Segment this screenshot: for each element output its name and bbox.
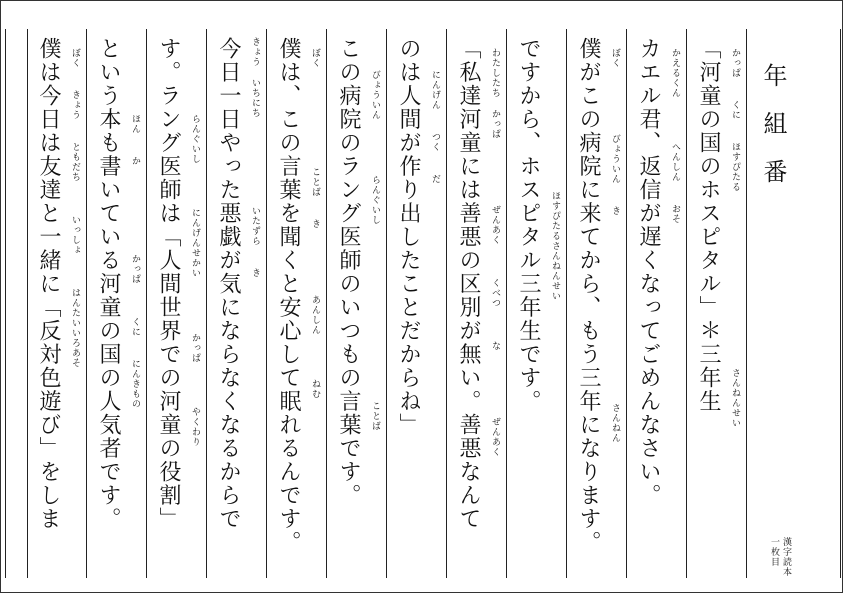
rule-line [446, 29, 447, 578]
text-column-2: カエル君、返信が遅くなってごめんなさい。 [636, 37, 661, 507]
rule-line [566, 29, 567, 578]
rule-line [746, 29, 747, 578]
rule-line [206, 29, 207, 578]
ruby-column-2: かえるくん へんしん おそ [670, 37, 680, 224]
text-column-7: この病院のラング医師のいつもの言葉です。 [336, 37, 361, 507]
ruby-column-6: にんげん つく だ [430, 37, 440, 184]
rule-line [686, 29, 687, 578]
rule-line [86, 29, 87, 578]
ruby-column-11: ほん か かっぱ くに にんきもの [130, 37, 140, 409]
ruby-column-12: ぼく きょう ともだち いっしょ はんたいいろあそ [70, 37, 80, 368]
ruby-column-10: らんぐいし にんげんせかい かっぱ やくわり [190, 37, 200, 447]
rule-line [27, 29, 28, 578]
page-title: 年組番 [759, 63, 787, 207]
text-column-1: 「河童の国のホスピタル」＊三年生 [696, 37, 721, 413]
ruby-column-8: ぼく ことば き あんしん ねむ [310, 37, 320, 399]
ruby-column-4: ほすぴたるさんねんせい [550, 37, 560, 301]
ruby-column-1: かっぱ くに ほすぴたる さんねんせい [730, 37, 740, 428]
text-column-12: 僕は今日は友達と一緒に「反対色遊び」をしま [36, 37, 61, 531]
text-column-6: のは人間が作り出したことだからね」 [396, 37, 421, 437]
ruby-column-9: きょう いちにち いたずら き [250, 37, 260, 278]
text-column-11: という本も書いている河童の国の人気者です。 [96, 37, 121, 531]
rule-line [506, 29, 507, 578]
rule-line [386, 29, 387, 578]
text-column-8: 僕は、この言葉を聞くと安心して眠れるんです。 [276, 37, 301, 554]
rule-line [146, 29, 147, 578]
rule-line [840, 29, 841, 578]
rule-line [266, 29, 267, 578]
text-column-10: す。ラング医師は「人間世界での河童の役割」 [156, 37, 181, 531]
rule-line [5, 29, 6, 578]
text-column-3: 僕がこの病院に来てから、もう三年になります。 [576, 37, 601, 554]
text-column-9: 今日一日やった悪戯が気にならなくなるからで [216, 37, 241, 531]
text-column-4: ですから、ホスピタル三年生です。 [516, 37, 541, 413]
text-column-5: 「私達河童には善悪の区別が無い。善悪なんて [456, 37, 481, 531]
ruby-column-5: わたしたち かっぱ ぜんあく くべつ な ぜんあく [490, 37, 500, 457]
rule-line [326, 29, 327, 578]
rule-line [626, 29, 627, 578]
ruby-column-7: びょういん らんぐいし ことば [370, 37, 380, 431]
footer-label-line1: 漢字読本 [781, 537, 791, 577]
footer-label-line2: 一枚目 [769, 537, 779, 567]
ruby-column-3: ぼく びょういん き さんねん [610, 37, 620, 443]
